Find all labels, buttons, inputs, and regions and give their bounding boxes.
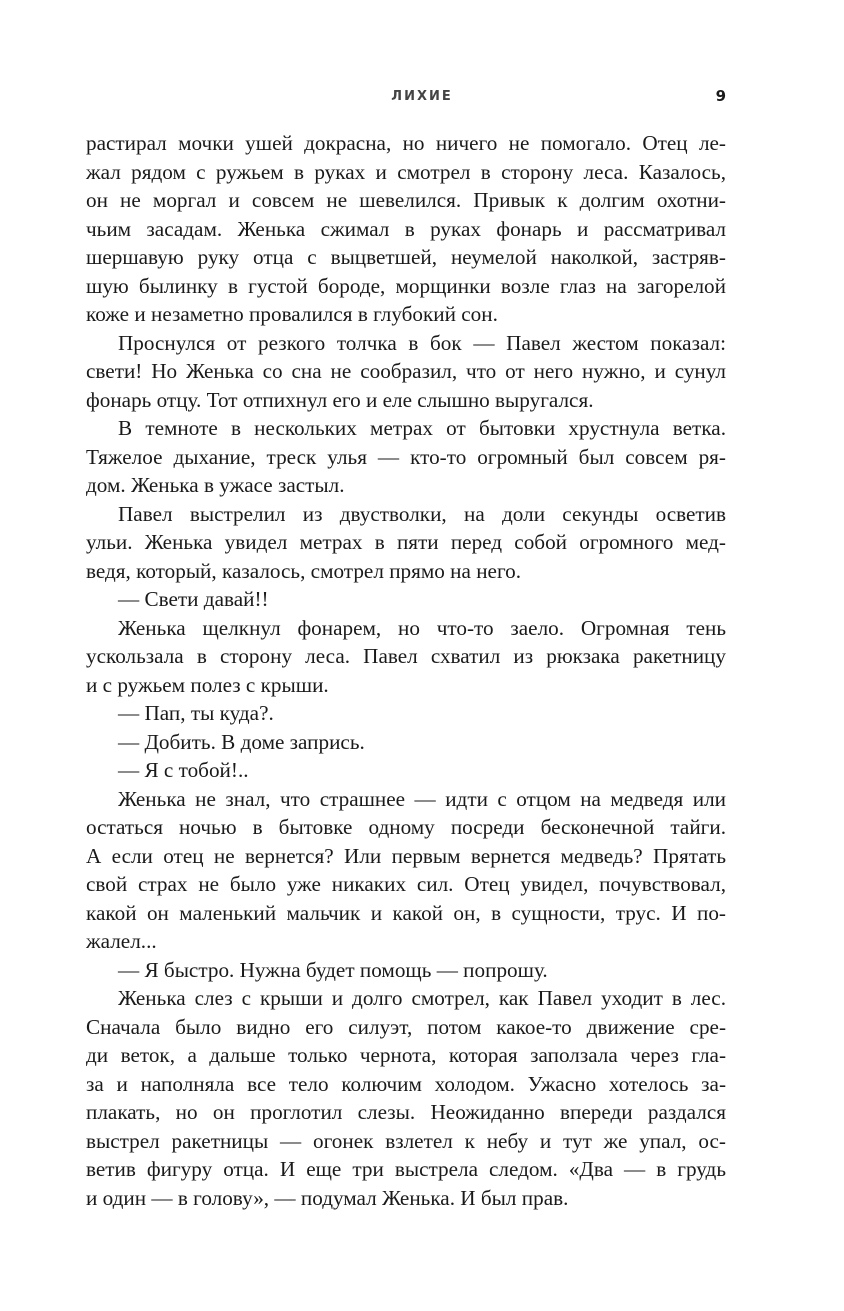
text-line: какой он маленький мальчик и какой он, в сущности, трус. И по- [86, 900, 726, 925]
text-line: растирал мочки ушей докрасна, но ничего не помогало. Отец ле- [86, 131, 726, 155]
text-line: шую былинку в густой бороде, морщинки возле глаз на загорелой [86, 273, 726, 298]
text-line: Женька слез с крыши и долго смотрел, как Павел уходит в лес. [118, 986, 726, 1010]
text-line: жал рядом с ружьем в руках и смотрел в сторону леса. Казалось, [86, 159, 726, 184]
text-line: А если отец не вернется? Или первым вернется медведь? Прятать [86, 843, 726, 868]
text-line: и один — в голову», — подумал Женька. И был прав. [86, 1185, 569, 1210]
text-line: В темноте в нескольких метрах от бытовки хрустнула ветка. [118, 416, 726, 440]
text-line: коже и незаметно провалился в глубокий сон. [86, 302, 498, 326]
text-line: жалел... [86, 929, 157, 953]
text-line: свети! Но Женька со сна не сообразил, что от него нужно, и сунул [86, 359, 726, 383]
text-line: Сначала было видно его силуэт, потом какое-то движение сре- [86, 1014, 726, 1039]
running-header [0, 87, 844, 107]
text-line: остаться ночью в бытовке одному посреди бесконечной тайги. [86, 815, 726, 839]
text-line: и с ружьем полез с крыши. [86, 672, 329, 697]
paragraph [86, 756, 726, 785]
paragraph [86, 129, 726, 329]
text-line: ульи. Женька увидел метрах в пяти перед собой огромного мед- [86, 530, 726, 554]
text-line: шершавую руку отца с выцветшей, неумелой наколкой, застряв- [86, 245, 726, 269]
text-line: ветив фигуру отца. И еще три выстрела следом. «Два — в грудь [86, 1157, 726, 1181]
paragraph [86, 984, 726, 1212]
text-line: дом. Женька в ужасе застыл. [86, 473, 345, 497]
text-line: он не моргал и совсем не шевелился. Привык к долгим охотни- [86, 188, 726, 212]
text-line: выстрел ракетницы — огонек взлетел к небу и тут же упал, ос- [86, 1128, 726, 1153]
text-line: Женька не знал, что страшнее — идти с отцом на медведя или [118, 786, 726, 811]
text-line: Женька щелкнул фонарем, но что-то заело. Огромная тень [118, 615, 726, 640]
paragraph [86, 414, 726, 500]
text-line: плакать, но он проглотил слезы. Неожиданно впереди раздался [86, 1100, 726, 1124]
paragraph [86, 728, 726, 757]
paragraph [86, 785, 726, 956]
text-line: — Добить. В доме запрись. [118, 729, 365, 754]
text-line: свой страх не было уже никаких сил. Отец увидел, почувствовал, [86, 872, 726, 896]
paragraph [86, 585, 726, 614]
text-line: за и наполняла все тело колючим холодом. Ужасно хотелось за- [86, 1071, 726, 1096]
paragraph [86, 329, 726, 415]
paragraph [86, 500, 726, 586]
paragraph [86, 956, 726, 985]
running-title: ЛИХИЕ [391, 89, 453, 104]
text-line: — Пап, ты куда?. [118, 701, 274, 725]
body-text [86, 129, 726, 1212]
text-line: — Свети давай!! [118, 587, 269, 611]
text-line: Тяжелое дыхание, треск улья — кто-то огромный был совсем ря- [86, 444, 726, 469]
text-line: ди веток, а дальше только чернота, которая заползала через гла- [86, 1043, 726, 1067]
text-line: чьим засадам. Женька сжимал в руках фонарь и рассматривал [86, 216, 726, 241]
text-line: — Я с тобой!.. [118, 758, 249, 782]
page-number: 9 [715, 87, 726, 105]
text-line: ведя, который, казалось, смотрел прямо на него. [86, 558, 522, 583]
paragraph [86, 614, 726, 700]
text-line: ускользала в сторону леса. Павел схватил из рюкзака ракетницу [86, 644, 726, 668]
paragraph [86, 699, 726, 728]
text-line: Проснулся от резкого толчка в бок — Павел жестом показал: [118, 330, 726, 355]
text-line: фонарь отцу. Тот отпихнул его и еле слышно выругался. [86, 387, 594, 412]
text-line: Павел выстрелил из двустволки, на доли секунды осветив [118, 501, 726, 526]
text-line: — Я быстро. Нужна будет помощь — попрошу. [118, 957, 548, 982]
